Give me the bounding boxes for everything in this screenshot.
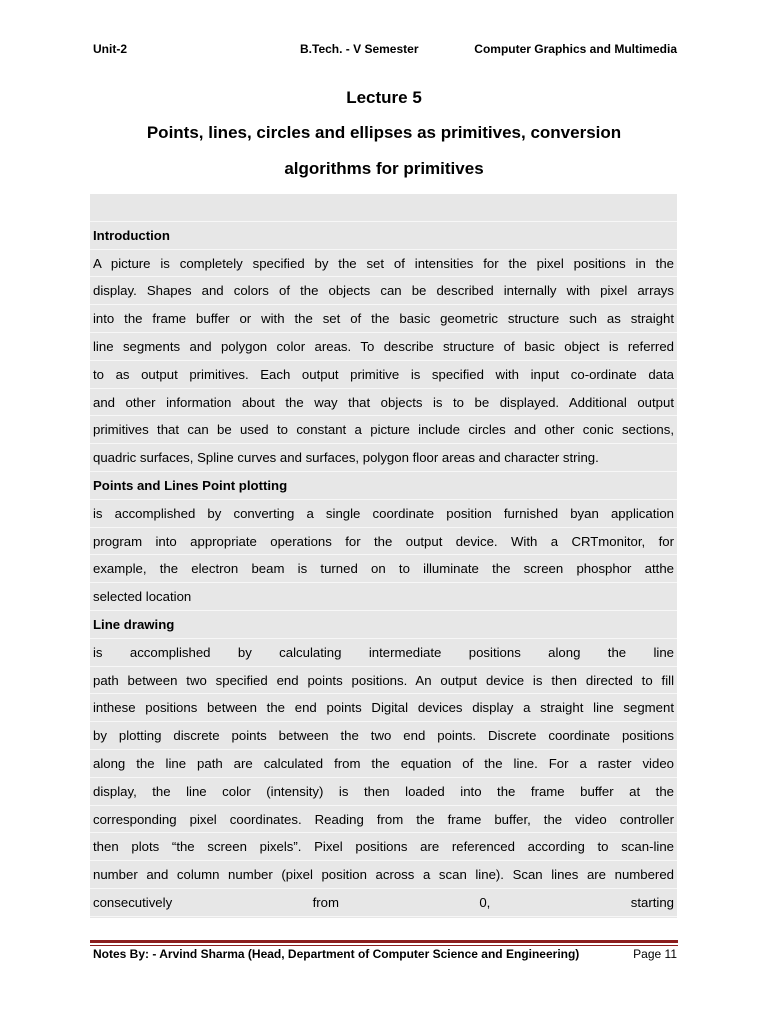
text-line: is accomplished by converting a single coordinate position furnished byan application: [90, 500, 677, 528]
text-line: A picture is completely specified by the set of intensities for the pixel positions in the: [90, 250, 677, 278]
page-number: Page 11: [633, 947, 677, 961]
title-line-1: Points, lines, circles and ellipses as primitives, conversion: [146, 123, 622, 142]
footer-notes: Notes By: - Arvind Sharma (Head, Department of Computer Science and Engineering): [93, 947, 580, 961]
text-line: primitives that can be used to constant a picture include circles and other conic sections,: [90, 416, 677, 444]
text-line: to as output primitives. Each output primitive is specified with input co-ordinate data: [90, 361, 677, 389]
text-line: then plots “the screen pixels”. Pixel positions are referenced according to scan-line: [90, 833, 677, 861]
text-line: corresponding pixel coordinates. Reading from the frame buffer, the video controller: [90, 806, 677, 834]
text-line: example, the electron beam is turned on to illuminate the screen phosphor atthe: [90, 555, 677, 583]
section-heading-introduction: Introduction: [90, 222, 677, 250]
text-line: selected location: [90, 583, 677, 611]
footer-rule-thick: [90, 940, 678, 943]
text-line: display, the line color (intensity) is then loaded into the frame buffer at the: [90, 778, 677, 806]
text-line: line segments and polygon color areas. To describe structure of basic object is referred: [90, 333, 677, 361]
text-line: quadric surfaces, Spline curves and surfaces, polygon floor areas and character string.: [90, 444, 677, 472]
text-line: into the frame buffer or with the set of the basic geometric structure such as straight: [90, 305, 677, 333]
lecture-heading: Lecture 5: [346, 88, 422, 107]
section-heading-line-drawing: Line drawing: [90, 611, 677, 639]
text-line: and other information about the way that objects is to be displayed. Additional output: [90, 389, 677, 417]
header-unit: Unit-2: [93, 42, 127, 56]
page-footer: [93, 947, 677, 965]
text-line: along the line path are calculated from the equation of the line. For a raster video: [90, 750, 677, 778]
text-line: path between two specified end points positions. An output device is then directed to fill: [90, 667, 677, 695]
content-block: [90, 194, 677, 918]
text-line: by plotting discrete points between the two end points. Discrete coordinate positions: [90, 722, 677, 750]
footer-rule-thin: [90, 945, 678, 946]
text-line: consecutively from 0, starting: [90, 889, 677, 917]
blank-row: [90, 194, 677, 222]
section-heading-points-and-lines: Points and Lines Point plotting: [90, 472, 677, 500]
text-line: is accomplished by calculating intermediate positions along the line: [90, 639, 677, 667]
title-line-2: algorithms for primitives: [284, 159, 484, 178]
header-course: Computer Graphics and Multimedia: [474, 42, 677, 56]
text-line: number and column number (pixel position across a scan line). Scan lines are numbered: [90, 861, 677, 889]
header-semester: B.Tech. - V Semester: [300, 42, 419, 56]
text-line: program into appropriate operations for the output device. With a CRTmonitor, for: [90, 528, 677, 556]
page-header: [93, 42, 677, 60]
text-line: display. Shapes and colors of the objects can be described internally with pixel arrays: [90, 277, 677, 305]
text-line: inthese positions between the end points Digital devices display a straight line segment: [90, 694, 677, 722]
